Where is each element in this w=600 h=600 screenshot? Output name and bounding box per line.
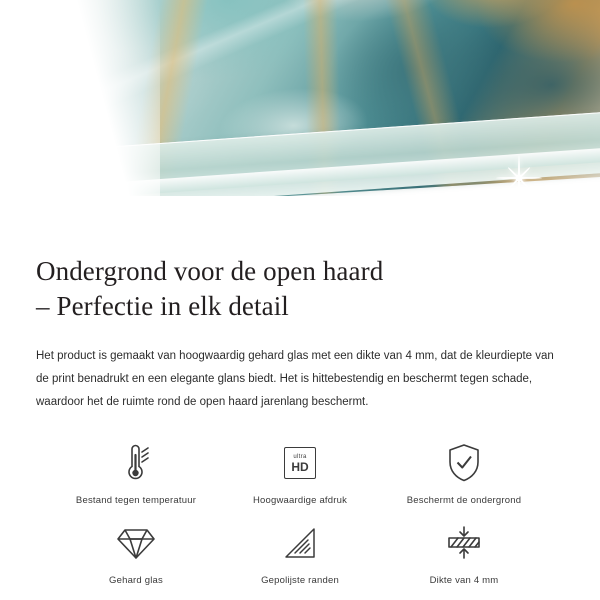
polished-edges-icon [283, 520, 317, 566]
description-content [0, 222, 600, 586]
feature-item [218, 520, 382, 586]
image-mask-bottom [0, 196, 600, 222]
shield-check-icon [446, 440, 482, 486]
feature-label: Bestand tegen temperatuur [75, 495, 197, 507]
feature-label: Hoogwaardige afdruk [252, 495, 348, 507]
feature-item [54, 440, 218, 506]
feature-item [54, 520, 218, 586]
thickness-4mm-icon [444, 520, 484, 566]
feature-label: Gehard glas [109, 575, 163, 587]
hero-product-image [0, 0, 600, 222]
thermometer-icon [119, 440, 153, 486]
feature-label: Beschermt de ondergrond [406, 495, 522, 507]
ultra-hd-icon [284, 440, 316, 486]
feature-item [218, 440, 382, 506]
feature-grid [36, 440, 564, 586]
feature-label: Dikte van 4 mm [429, 575, 499, 587]
ultra-hd-badge-top: ultra [293, 453, 307, 460]
feature-label: Gepolijste randen [261, 575, 339, 587]
image-mask-wedge [0, 0, 160, 222]
headline-line-1: Ondergrond voor de open haard [36, 256, 384, 286]
headline-line-2: – Perfectie in elk detail [36, 290, 289, 321]
feature-item [382, 440, 546, 506]
ultra-hd-badge-bottom: HD [291, 459, 309, 474]
description-paragraph: Het product is gemaakt van hoogwaardig gehard glas met een dikte van 4 mm, dat de kleurdiepte van de print benadrukt en een elegante glans biedt. Het is hittebestendig en beschermt tegen schade, waardoor het de ruimte rond de open haard jarenlang beschermt. [36, 350, 554, 409]
feature-item [382, 520, 546, 586]
diamond-icon [116, 520, 156, 566]
page-title [36, 254, 564, 323]
